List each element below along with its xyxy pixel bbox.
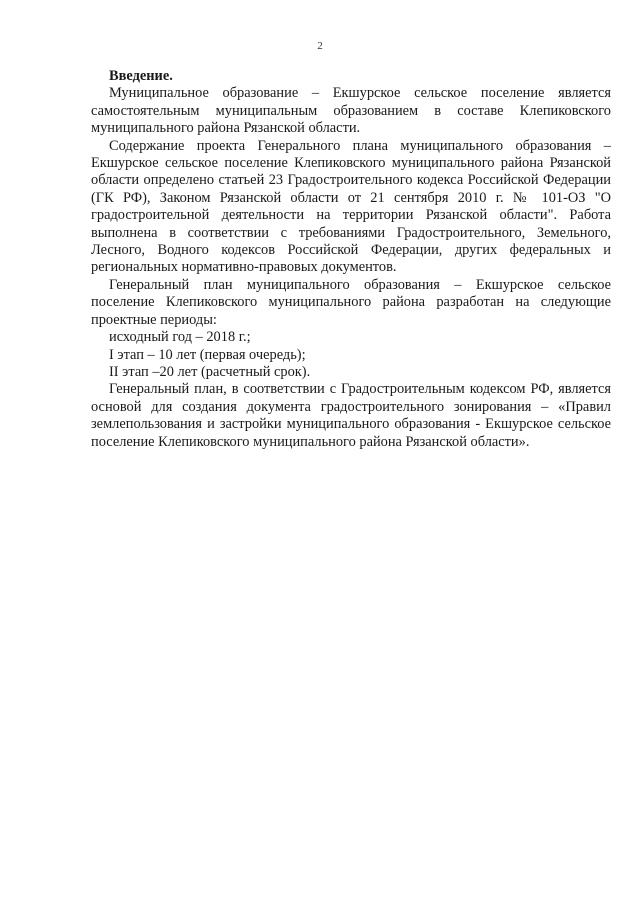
period-item-base-year: исходный год – 2018 г.; xyxy=(109,329,251,346)
paragraph-content-basis: Содержание проекта Генерального плана муниципального образования – Екшурское сельское поселение Клепиковского муниципального района Рязанской области определено статьей 23 Градостроительного кодекса Российской Федерации (ГК РФ), Законом Рязанской области от 21 сентября 2010 г. № 101-ОЗ "О градостроительной деятельности на территории Рязанской области". Работа выполнена в соответствии с требованиями Градостроительного, Земельного, Лесного, Водного кодексов Российской Федерации, других федеральных и региональных нормативно-правовых документов. xyxy=(91,137,611,276)
document-body xyxy=(91,68,611,451)
paragraph-project-periods: Генеральный план муниципального образования – Екшурское сельское поселение Клепиковского муниципального района разработан на следующие проектные периоды: xyxy=(91,276,611,328)
section-heading: Введение. xyxy=(109,68,173,84)
period-item-stage-2: II этап –20 лет (расчетный срок). xyxy=(109,363,311,380)
paragraph-zoning-basis: Генеральный план, в соответствии с Градостроительным кодексом РФ, является основой для создания документа градостроительного зонирования – «Правил землепользования и застройки муниципального образования - Екшурское сельское поселение Клепиковского муниципального района Рязанской области». xyxy=(91,381,611,450)
page-number: 2 xyxy=(317,40,323,52)
paragraph-intro: Муниципальное образование – Екшурское сельское поселение является самостоятельным муниципальным образованием в составе Клепиковского муниципального района Рязанской области. xyxy=(91,85,611,137)
period-item-stage-1: I этап – 10 лет (первая очередь); xyxy=(109,346,306,363)
